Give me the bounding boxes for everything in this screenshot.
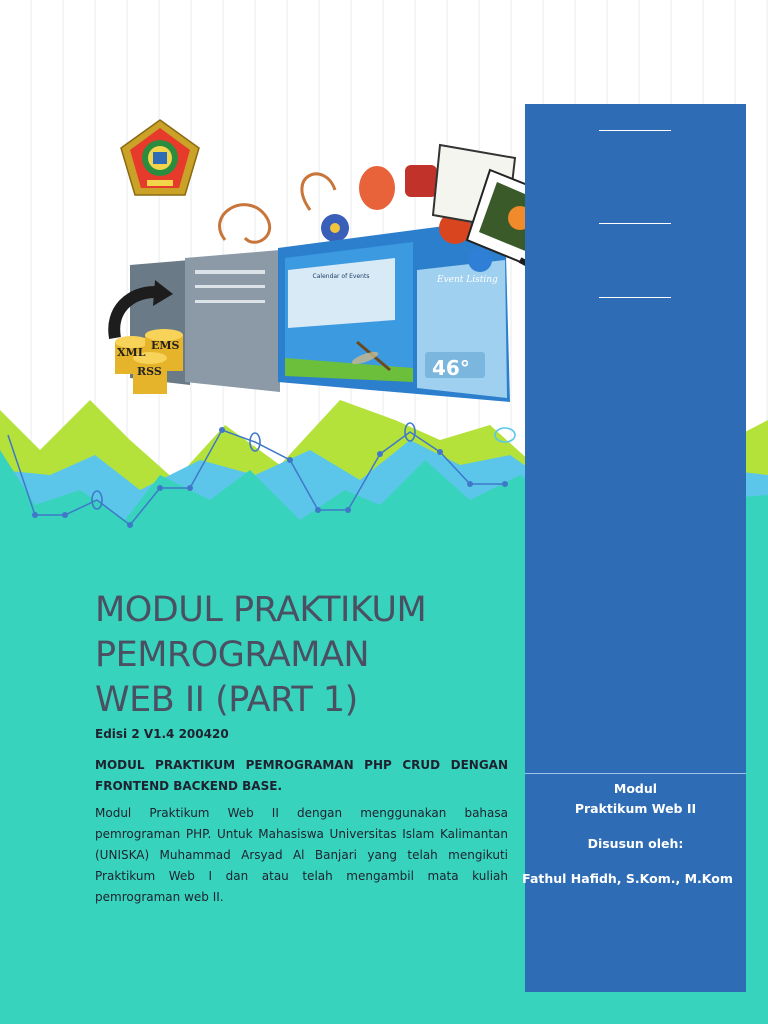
sidebar-panel	[522, 104, 746, 992]
badge-ems: EMS	[151, 339, 180, 352]
title-line-3: WEB II (PART 1)	[95, 680, 358, 720]
title-line-2: PEMROGRAMAN	[95, 635, 370, 675]
temperature-text: 46°	[432, 356, 470, 380]
web-illustration	[95, 120, 565, 420]
sidebar-course: Praktikum Web II	[574, 801, 697, 816]
sidebar-author-label: Disusun oleh:	[587, 836, 684, 851]
sidebar-rule	[599, 297, 671, 298]
sidebar-modul-label: Modul	[613, 781, 658, 796]
title-line-1: MODUL PRAKTIKUM	[95, 590, 427, 630]
page-title	[95, 588, 515, 723]
edition-text: Edisi 2 V1.4 200420	[95, 727, 229, 741]
event-listing-text: Event Listing	[437, 275, 498, 285]
badge-rss: RSS	[137, 365, 162, 378]
sidebar-divider	[525, 773, 746, 774]
description-text: Modul Praktikum Web II dengan menggunakan bahasa pemrograman PHP. Untuk Mahasiswa Universitas Islam Kalimantan (UNISKA) Muhammad Arsyad Al Banjari yang telah mengikuti Praktikum Web I dan atau telah mengambil mata kuliah pemrograman web II.	[95, 806, 508, 904]
sidebar-rule	[599, 223, 671, 224]
badge-xml: XML	[117, 346, 146, 359]
sidebar-author: Fathul Hafidh, S.Kom., M.Kom	[522, 871, 733, 886]
subtitle-text: MODUL PRAKTIKUM PEMROGRAMAN PHP CRUD DENGAN FRONTEND BACKEND BASE.	[95, 758, 508, 793]
panel-heading: Calendar of Events	[312, 273, 370, 280]
sidebar-rule	[599, 130, 671, 131]
